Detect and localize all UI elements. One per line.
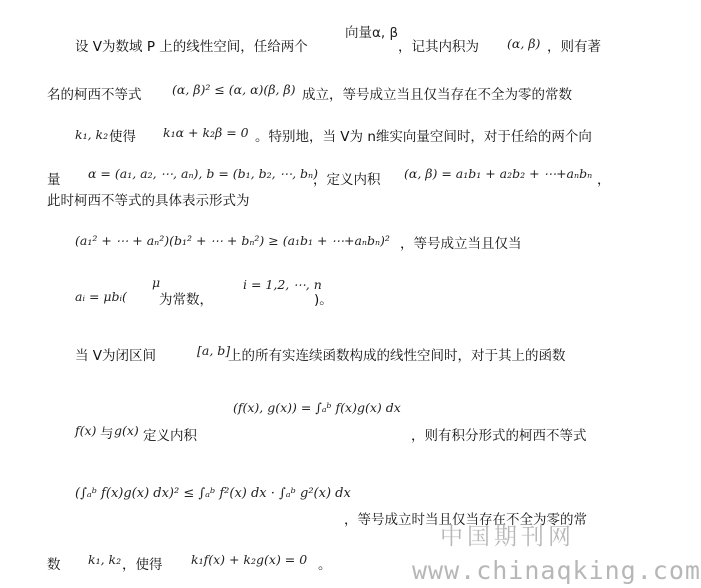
text-p8-b: 上的所有实连续函数构成的线性空间时，对于其上的函数 [228,348,566,364]
text-p4-a: 量 [47,172,61,188]
formula-integral-inner-product: (f(x), g(x)) = ∫ₐᵇ f(x)g(x) dx [233,400,401,415]
text-p3-a: 使得 [109,129,136,145]
formula-cauchy-inequality: (α, β)² ≤ (α, α)(β, β) [172,82,296,97]
formula-vector-components: α = (a₁, a₂, ⋯, aₙ), b = (b₁, b₂, ⋯, bₙ) [88,166,318,181]
text-p8-a: 当 V为闭区间 [75,348,157,364]
text-p10-b: 定义内积 [143,428,197,444]
text-p10-c: ，则有积分形式的柯西不等式 [411,428,587,444]
text-p1-b: ，记其内积为 [398,39,479,55]
formula-mu: μ [152,275,161,290]
text-p6: ，等号成立当且仅当 [400,236,522,252]
formula-f-of-x: f(x) [75,423,97,438]
formula-discrete-cauchy: (a₁² + ⋯ + aₙ²)(b₁² + ⋯ + bₙ²) ≥ (a₁b₁ + ⋯+aₙbₙ)² [75,233,390,248]
text-p4-c: ， [597,172,611,188]
text-p7-b: )。 [314,292,333,308]
text-p2-a: 名的柯西不等式 [47,87,142,103]
text-p12: ，等号成立时当且仅当存在不全为零的常 [344,512,587,528]
text-p1-c: ，则有著 [547,39,601,55]
formula-g-of-x: g(x) [114,423,139,438]
text-p5: 此时柯西不等式的具体表示形式为 [47,193,250,209]
text-p7-a: 为常数， [159,292,213,308]
formula-k1-k2-functions: k₁, k₂ [88,552,122,567]
formula-integral-cauchy: (∫ₐᵇ f(x)g(x) dx)² ≤ ∫ₐᵇ f²(x) dx · ∫ₐᵇ g²(x) dx [75,486,351,501]
text-p13-c: 。 [318,557,332,573]
watermark-site-name: 中国期刊网 [440,524,575,550]
text-p13-b: ，使得 [122,557,163,573]
text-p4-b: ，定义内积 [313,172,381,188]
formula-dot-product: (α, β) = a₁b₁ + a₂b₂ + ⋯+aₙbₙ [404,166,593,181]
text-p1-a: 设 V为数域 P 上的线性空间，任给两个 [75,39,308,55]
watermark-site-url: www.chinaqking.com [412,556,701,585]
formula-linear-combination: k₁α + k₂β = 0 [163,125,249,140]
formula-k1-k2: k₁, k₂ [75,127,109,142]
text-p13-a: 数 [47,557,61,573]
formula-inner-product: (α, β) [507,36,541,51]
text-p2-b: 成立，等号成立当且仅当存在不全为零的常数 [302,87,572,103]
text-p10-a: 与 [100,426,114,442]
formula-index-range: i = 1,2, ⋯, n [243,277,322,292]
formula-proportional: aᵢ = μbᵢ( [75,289,127,304]
formula-interval: [a, b] [197,343,231,358]
formula-vectors: 向量α, β [345,25,399,41]
formula-function-linear-combination: k₁f(x) + k₂g(x) = 0 [191,552,308,567]
text-p3-b: 。特别地，当 V为 n维实向量空间时，对于任给的两个向 [255,129,592,145]
